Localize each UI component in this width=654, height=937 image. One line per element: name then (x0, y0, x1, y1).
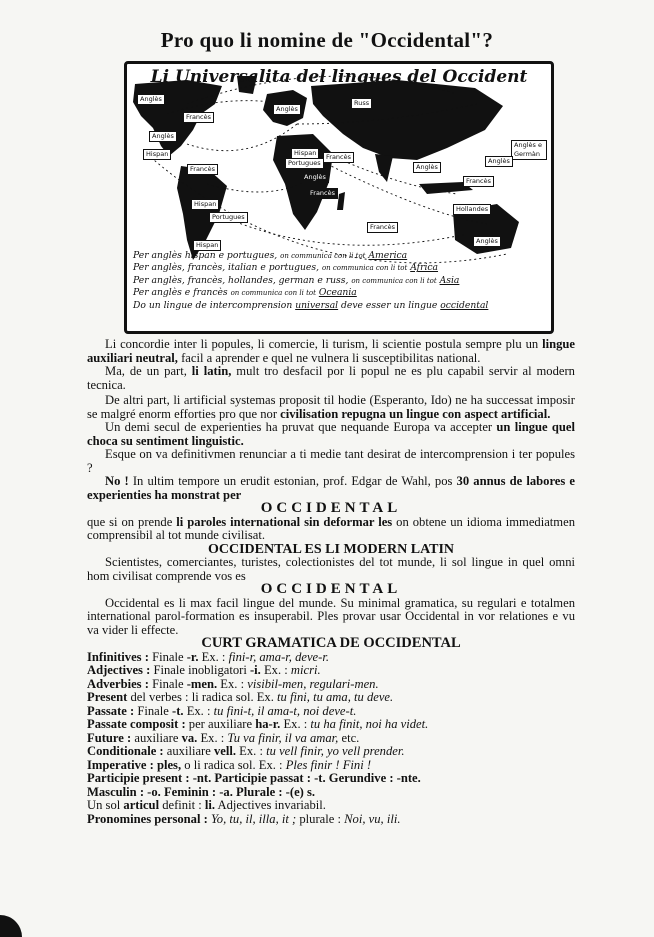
text-run: li paroles international sin deformar les (176, 514, 393, 529)
text-run: ha-r. (255, 717, 281, 731)
legend-text: on communica con li tot (230, 289, 316, 298)
paragraph (87, 338, 575, 365)
legend-text: francès, italian e portugues, (187, 262, 320, 274)
text-run: va. (181, 730, 198, 745)
legend-text: on communica con li tot (351, 276, 437, 285)
text-run: Adjectives : (87, 663, 151, 677)
map-label: Francès (307, 188, 338, 199)
text-run: definit : (159, 798, 205, 812)
text-run: -t. (172, 703, 184, 718)
text-run: Pronomines personal : (87, 811, 208, 826)
text-run: etc. (338, 730, 360, 745)
text-run: o li radica sol. Ex. : (181, 757, 286, 772)
legend-text: America (368, 250, 408, 261)
legend-row (133, 262, 545, 274)
paragraph (87, 365, 575, 392)
text-run: Adverbies : (87, 676, 149, 691)
text-run: tu ha finit, noi ha videt. (310, 717, 429, 731)
text-run: Ma, de un part, (105, 364, 192, 378)
text-run: vell. (213, 744, 237, 758)
text-run: -i. (249, 663, 261, 677)
text-run: 30 annus de labores e experienties ha monstrat per (87, 474, 576, 502)
text-run: tu vell finir, yo vell prender. (266, 744, 405, 758)
text-run: Finale (148, 676, 187, 691)
text-run: que si on prende (87, 514, 177, 529)
text-run: plurale : (296, 811, 345, 826)
map-title: Li Universalita del lingues del Occident (150, 67, 528, 87)
legend-text: Asia (439, 274, 460, 286)
legend-text: francès, hollandes, german e russ, (187, 274, 349, 286)
grammar-row (87, 799, 575, 813)
section-heading: OCCIDENTAL (260, 500, 402, 516)
text-run: Ex. : (217, 676, 248, 691)
world-map-figure (124, 61, 554, 334)
text-run: Ex. : (280, 717, 311, 731)
text-run: Conditionale : (87, 744, 164, 758)
grammar-row (87, 691, 575, 705)
paragraph: Esque on va definitivmen renunciar a ti medie tant desirat de intercomprension i ter popules ? (87, 447, 575, 475)
text-run: ples, (156, 757, 182, 772)
text-run: Present (87, 690, 128, 704)
grammar-row (87, 718, 575, 732)
text-run: Passate composit : (87, 717, 186, 731)
text-run: Ex. : (197, 730, 228, 745)
text-run: per auxiliare (185, 717, 256, 731)
grammar-row (87, 664, 575, 678)
legend-text: Per anglès, (133, 262, 185, 274)
text-run: -men. (186, 676, 218, 691)
map-label: Francès (187, 164, 218, 175)
text-run: Un demi secul de experienties ha pruvat que nequande Europa va accepter (105, 420, 497, 434)
text-run: Ex. : (198, 649, 229, 664)
legend-text: universal (295, 299, 339, 311)
legend-row (133, 250, 545, 262)
text-run: Passate : (87, 703, 135, 718)
text-run: mult tro desfacil por li popul ne es plu capabil servir al modern tecnica. (87, 364, 575, 392)
map-label: Anglès (149, 131, 177, 142)
map-label: Anglès (485, 156, 513, 167)
paragraph (87, 394, 575, 421)
grammar-row (87, 759, 575, 773)
text-run: Ex. : (236, 744, 267, 758)
legend-text: Per anglès, (133, 274, 185, 286)
map-label: Hispan (291, 148, 319, 159)
text-run: In ultim tempore un erudit estonian, prof. Edgar de Wahl, pos (128, 474, 457, 488)
map-label: Anglès (273, 104, 301, 115)
section-heading: OCCIDENTAL ES LI MODERN LATIN (207, 541, 455, 557)
grammar-list (87, 651, 575, 827)
map-label: Russ (351, 98, 372, 109)
text-run: on obtene un idioma immediatmen comprensibil al tot munde civilisat. (87, 514, 575, 542)
text-run: auxiliare (163, 744, 214, 758)
map-label: Anglès (473, 236, 501, 247)
legend-text: Do un lingue de intercomprension (133, 299, 293, 311)
legend-text: hispan e portugues, (184, 250, 278, 261)
map-label: Anglès e Germàn (511, 140, 547, 160)
legend-text: occidental (440, 299, 489, 311)
text-run: articul (123, 798, 160, 812)
grammar-row (87, 745, 575, 759)
map-label: Francès (367, 222, 398, 233)
map-label: Anglès (413, 162, 441, 173)
map-label: Francès (183, 112, 214, 123)
grammar-row (87, 786, 575, 800)
text-run: Tu va finir, il va amar, (227, 730, 339, 745)
map-label: Anglès (301, 172, 329, 183)
map-label: Hispan (191, 199, 219, 210)
legend-text: on communica con li tot (321, 264, 408, 273)
text-run: Yo, tu, il, illa, it ; (207, 811, 297, 826)
paragraph: Scientistes, comerciantes, turistes, colectionistes del tot munde, li sol lingue in quel omni hom civilisat comprende vos es (87, 555, 575, 583)
text-run: facil a aprender e quel ne vulnera li susceptibilitas national. (177, 350, 481, 365)
map-label: Hollandes (453, 204, 491, 215)
text-run: Noi, vu, ili. (344, 811, 401, 826)
text-run: -r. (186, 649, 199, 664)
legend-text: Per anglès e francès (133, 287, 228, 299)
grammar-row (87, 813, 575, 827)
text-run: Ex. : (183, 703, 214, 718)
text-run: lingue auxiliari neutral, (87, 337, 575, 365)
text-run: Infinitives : (87, 649, 149, 664)
map-label: Francès (463, 176, 494, 187)
map-label: Portugues (285, 158, 324, 169)
text-run: No ! (105, 474, 129, 488)
text-run: Ples finir ! Fini ! (285, 757, 372, 772)
text-run: De altri part, li artificial systemas proposit til hodie (Esperanto, Ido) ne ha successat imposir se malgré enorm efforties pro que nor (87, 393, 575, 421)
map-label: Francès (323, 152, 354, 163)
text-run: Participie present : -nt. Participie passat : -t. Gerundive : -nte. (87, 771, 421, 785)
text-run: micri. (290, 663, 321, 677)
paragraph (87, 421, 575, 448)
text-run: del verbes : li radica sol. Ex. (127, 690, 278, 704)
grammar-row (87, 651, 575, 665)
text-run: Ex. : (260, 663, 291, 677)
scan-corner-shadow (0, 915, 22, 937)
text-run: civilisation repugna un lingue con aspect artificial. (280, 406, 551, 421)
text-run: Un sol (87, 798, 124, 812)
text-run: un lingue quel choca su sentiment linguistic. (87, 420, 575, 448)
text-run: li latin, (191, 364, 232, 378)
legend-row (133, 287, 545, 299)
grammar-heading: CURT GRAMATICA DE OCCIDENTAL (201, 635, 461, 651)
paragraph: Occidental es li max facil lingue del munde. Su minimal gramatica, su regulari e totalmen international parol-formation es insuperabil. Ples provar usar Occidental in vor relationes e vu va vider li effecte. (87, 595, 575, 637)
map-label: Anglès (137, 94, 165, 105)
map-legend (133, 250, 545, 312)
legend-text: Per anglès (133, 250, 182, 261)
text-run: Li concordie inter li popules, li comercie, li turism, li scientie postula sempre plu un (105, 337, 543, 351)
paragraph (87, 475, 575, 502)
text-run: li. (204, 798, 216, 812)
map-label: Hispan (193, 240, 221, 251)
paragraph (87, 516, 575, 543)
text-run: Imperative : (87, 757, 154, 772)
text-run: tu fini-t, il ama-t, noi deve-t. (213, 703, 357, 718)
page-title: Pro quo li nomine de "Occidental"? (160, 28, 494, 52)
text-run: Masculin : -o. Feminin : -a. Plurale : -(e) s. (87, 784, 316, 799)
body-text (87, 338, 575, 826)
grammar-row (87, 732, 575, 746)
section-heading: OCCIDENTAL (260, 581, 402, 597)
grammar-row (87, 705, 575, 719)
text-run: Future : (87, 730, 132, 745)
text-run: tu fini, tu ama, tu deve. (277, 690, 394, 704)
text-run: Finale (134, 703, 172, 718)
text-run: visibil-men, regulari-men. (247, 676, 379, 691)
legend-text: deve esser un lingue (341, 299, 438, 311)
legend-row (133, 300, 545, 312)
legend-row (133, 275, 545, 287)
grammar-row (87, 772, 575, 786)
legend-text: on communica con li tot (280, 252, 366, 260)
grammar-row (87, 678, 575, 692)
text-run: auxiliare (131, 730, 182, 745)
text-run: Adjectives invariabil. (215, 798, 326, 812)
text-run: fini-r, ama-r, deve-r. (228, 649, 329, 664)
map-label: Portugues (209, 212, 248, 223)
text-run: Finale inobligatori (150, 663, 250, 677)
map-label: Hispan (143, 149, 171, 160)
text-run: Finale (148, 649, 187, 664)
legend-text: Africa (410, 262, 439, 274)
legend-text: Oceania (318, 287, 357, 299)
